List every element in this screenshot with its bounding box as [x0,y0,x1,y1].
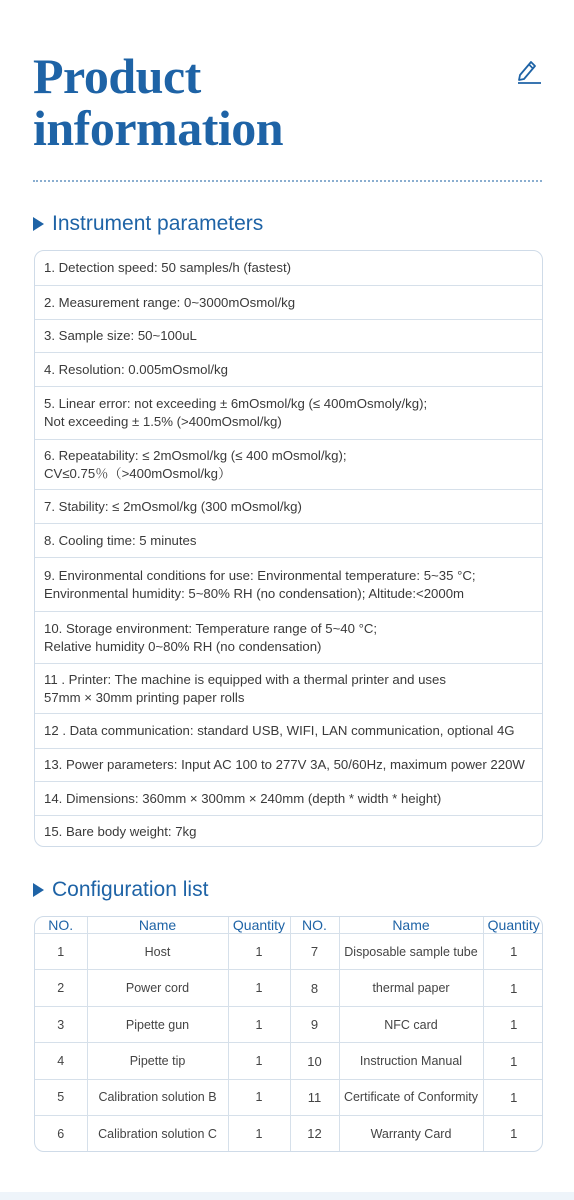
column-header: Quantity [228,917,290,934]
table-row [35,1079,543,1115]
page-title [33,50,283,154]
table-row [35,1006,543,1042]
page-title-line-1: Product [33,48,201,104]
table-cell: Warranty Card [339,1116,483,1151]
param-text: 8. Cooling time: 5 minutes [44,532,197,548]
table-row [35,1043,543,1079]
table-cell: Disposable sample tube [339,934,483,970]
param-text: 15. Bare body weight: 7kg [44,824,197,839]
table-header-row [35,917,543,934]
table-cell: 7 [290,934,339,970]
table-cell: 8 [290,970,339,1006]
param-row [35,664,542,714]
column-header: NO. [35,917,87,934]
param-row [35,558,542,612]
param-text: 14. Dimensions: 360mm × 300mm × 240mm (depth * width * height) [44,790,442,806]
table-cell: 10 [290,1043,339,1079]
instrument-parameters-heading [33,212,263,236]
page-title-line-2: information [33,100,284,156]
table-cell: 1 [228,934,290,970]
table-row [35,1116,543,1151]
table-cell: 1 [483,934,543,970]
param-text: 11 . Printer: The machine is equipped with a thermal printer and uses [44,671,446,687]
table-cell: Instruction Manual [339,1043,483,1079]
param-row [35,490,542,524]
table-cell: 11 [290,1079,339,1115]
table-cell: NFC card [339,1006,483,1042]
param-row [35,714,542,749]
configuration-table [34,916,543,1152]
table-cell: 1 [35,934,87,970]
table-cell: 1 [483,1043,543,1079]
table-cell: Certificate of Conformity [339,1079,483,1115]
table-cell: Pipette gun [87,1006,228,1042]
table-cell: Host [87,934,228,970]
table-cell: 4 [35,1043,87,1079]
param-row [35,524,542,558]
table-cell: 1 [483,1006,543,1042]
triangle-bullet-icon [33,217,44,231]
dotted-divider [33,180,542,182]
param-row [35,353,542,387]
table-cell: Calibration solution B [87,1079,228,1115]
param-text: 1. Detection speed: 50 samples/h (fastest) [44,260,292,275]
table-cell: thermal paper [339,970,483,1006]
param-text: 5. Linear error: not exceeding ± 6mOsmol/kg (≤ 400mOsmoly/kg); [44,396,428,411]
param-text: 3. Sample size: 50~100uL [44,328,197,343]
param-text: 12 . Data communication: standard USB, WIFI, LAN communication, optional 4G [44,723,515,738]
column-header: Name [339,917,483,934]
param-text: CV≤0.75％（>400mOsmol/kg） [44,465,232,481]
param-row [35,286,542,320]
table-cell: 1 [228,1043,290,1079]
table-cell: Power cord [87,970,228,1006]
param-row [35,251,542,286]
param-text: Relative humidity 0~80% RH (no condensation) [44,638,322,654]
param-row [35,440,542,490]
table-cell: 6 [35,1116,87,1151]
param-text: 9. Environmental conditions for use: Environmental temperature: 5~35 °C; [44,567,476,583]
param-text: 2. Measurement range: 0~3000mOsmol/kg [44,294,296,310]
param-row [35,782,542,816]
column-header: Quantity [483,917,543,934]
table-cell: 1 [510,1126,518,1142]
table-cell: 1 [483,970,543,1006]
configuration-list-heading [33,878,208,902]
param-row [35,387,542,440]
table-cell: 3 [35,1006,87,1042]
param-text: 10. Storage environment: Temperature range of 5~40 °C; [44,620,378,636]
table-row [35,970,543,1006]
table-cell: 9 [290,1006,339,1042]
table-cell: 1 [228,1079,290,1115]
param-text: Environmental humidity: 5~80% RH (no condensation); Altitude:<2000m [44,585,465,601]
bottom-band [0,1192,574,1200]
edit-icon[interactable] [514,56,542,84]
column-header: NO. [290,917,339,934]
table-cell: 1 [228,1116,290,1151]
configuration-list-title: Configuration list [52,878,209,901]
param-row [35,749,542,782]
param-text: 13. Power parameters: Input AC 100 to 277V 3A, 50/60Hz, maximum power 220W [44,757,525,772]
param-row [35,612,542,664]
param-row [35,320,542,353]
param-row [35,816,542,847]
table-cell: Pipette tip [87,1043,228,1079]
table-cell: 1 [228,970,290,1006]
instrument-parameters-title: Instrument parameters [52,212,264,235]
table-row [35,934,543,970]
table-cell: Calibration solution C [87,1116,228,1151]
column-header: Name [87,917,228,934]
triangle-bullet-icon [33,883,44,897]
param-text: 6. Repeatability: ≤ 2mOsmol/kg (≤ 400 mOsmol/kg); [44,447,347,463]
instrument-parameters-list [34,250,543,847]
table-cell: 5 [35,1079,87,1115]
param-text: 4. Resolution: 0.005mOsmol/kg [44,361,228,377]
table-cell: 1 [228,1006,290,1042]
table-cell: 2 [35,970,87,1006]
table-cell: 12 [290,1116,339,1151]
param-text: Not exceeding ± 1.5% (>400mOsmol/kg) [44,414,282,429]
table-cell: 1 [483,1079,543,1115]
param-text: 7. Stability: ≤ 2mOsmol/kg (300 mOsmol/kg) [44,498,302,514]
param-text: 57mm × 30mm printing paper rolls [44,689,245,705]
